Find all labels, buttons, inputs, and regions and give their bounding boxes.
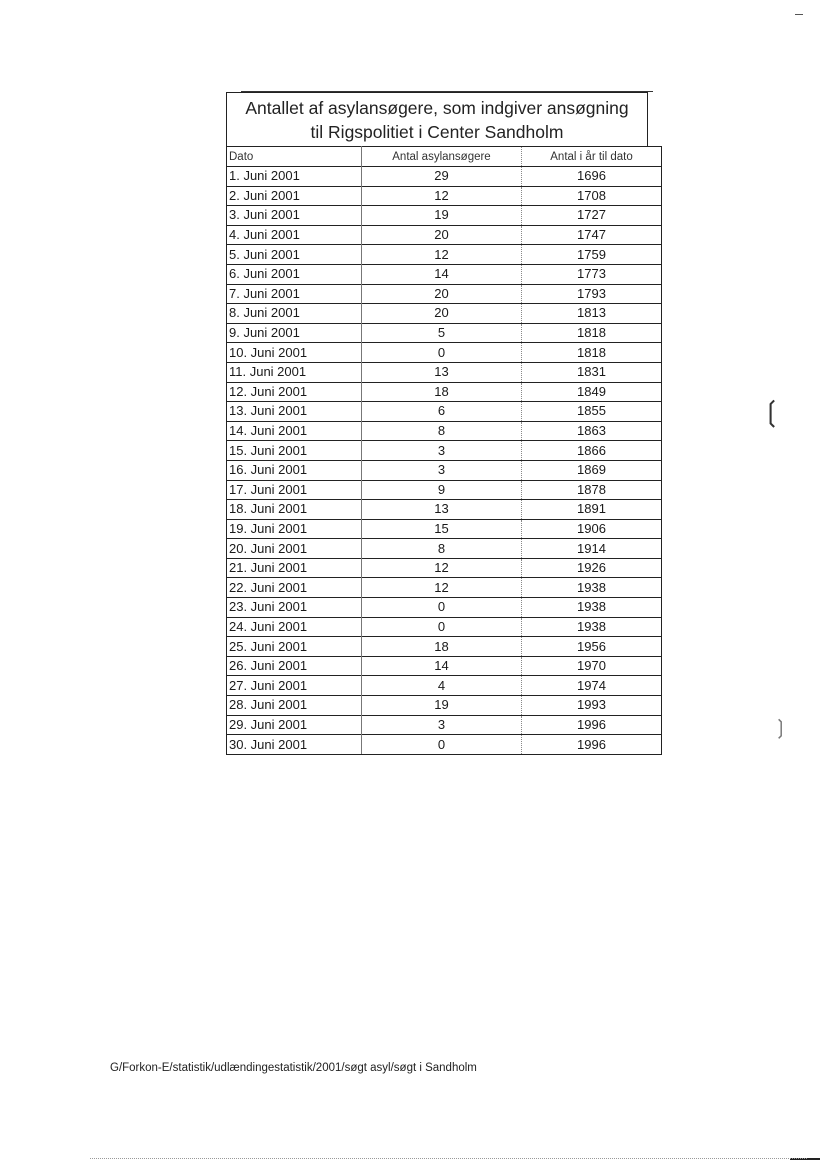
total-cell: 1813 bbox=[522, 304, 662, 324]
count-cell: 0 bbox=[362, 735, 522, 755]
table-row bbox=[227, 539, 662, 559]
count-cell: 6 bbox=[362, 402, 522, 422]
table-row bbox=[227, 264, 662, 284]
count-cell: 20 bbox=[362, 284, 522, 304]
total-cell: 1793 bbox=[522, 284, 662, 304]
total-cell: 1996 bbox=[522, 735, 662, 755]
count-cell: 12 bbox=[362, 558, 522, 578]
table-row bbox=[227, 696, 662, 716]
table-row bbox=[227, 578, 662, 598]
column-header-total: Antal i år til dato bbox=[522, 147, 662, 167]
count-cell: 19 bbox=[362, 206, 522, 226]
date-cell: 12. Juni 2001 bbox=[227, 382, 362, 402]
asylum-statistics-table bbox=[226, 146, 662, 755]
count-cell: 8 bbox=[362, 539, 522, 559]
date-cell: 16. Juni 2001 bbox=[227, 460, 362, 480]
total-cell: 1818 bbox=[522, 343, 662, 363]
table-row bbox=[227, 656, 662, 676]
table-row bbox=[227, 186, 662, 206]
count-cell: 14 bbox=[362, 656, 522, 676]
table-row bbox=[227, 460, 662, 480]
scan-artifact-mark: ❲ bbox=[760, 396, 784, 427]
table-header-row bbox=[227, 147, 662, 167]
date-cell: 19. Juni 2001 bbox=[227, 519, 362, 539]
date-cell: 5. Juni 2001 bbox=[227, 245, 362, 265]
table-row bbox=[227, 558, 662, 578]
total-cell: 1696 bbox=[522, 167, 662, 187]
total-cell: 1914 bbox=[522, 539, 662, 559]
scan-artifact-mark: ❳ bbox=[772, 717, 789, 739]
date-cell: 28. Juni 2001 bbox=[227, 696, 362, 716]
total-cell: 1869 bbox=[522, 460, 662, 480]
count-cell: 12 bbox=[362, 578, 522, 598]
date-cell: 11. Juni 2001 bbox=[227, 362, 362, 382]
date-cell: 1. Juni 2001 bbox=[227, 167, 362, 187]
count-cell: 3 bbox=[362, 441, 522, 461]
date-cell: 25. Juni 2001 bbox=[227, 637, 362, 657]
table-row bbox=[227, 225, 662, 245]
table-row bbox=[227, 676, 662, 696]
total-cell: 1863 bbox=[522, 421, 662, 441]
table-row bbox=[227, 421, 662, 441]
total-cell: 1727 bbox=[522, 206, 662, 226]
count-cell: 4 bbox=[362, 676, 522, 696]
total-cell: 1926 bbox=[522, 558, 662, 578]
date-cell: 9. Juni 2001 bbox=[227, 323, 362, 343]
date-cell: 29. Juni 2001 bbox=[227, 715, 362, 735]
table-row bbox=[227, 323, 662, 343]
total-cell: 1773 bbox=[522, 264, 662, 284]
date-cell: 8. Juni 2001 bbox=[227, 304, 362, 324]
count-cell: 20 bbox=[362, 304, 522, 324]
total-cell: 1878 bbox=[522, 480, 662, 500]
date-cell: 15. Juni 2001 bbox=[227, 441, 362, 461]
table-row bbox=[227, 284, 662, 304]
total-cell: 1906 bbox=[522, 519, 662, 539]
date-cell: 27. Juni 2001 bbox=[227, 676, 362, 696]
total-cell: 1855 bbox=[522, 402, 662, 422]
date-cell: 22. Juni 2001 bbox=[227, 578, 362, 598]
total-cell: 1759 bbox=[522, 245, 662, 265]
total-cell: 1938 bbox=[522, 578, 662, 598]
count-cell: 12 bbox=[362, 186, 522, 206]
count-cell: 20 bbox=[362, 225, 522, 245]
total-cell: 1891 bbox=[522, 500, 662, 520]
date-cell: 10. Juni 2001 bbox=[227, 343, 362, 363]
total-cell: 1938 bbox=[522, 617, 662, 637]
table-row bbox=[227, 500, 662, 520]
table-row bbox=[227, 343, 662, 363]
date-cell: 7. Juni 2001 bbox=[227, 284, 362, 304]
title-line-1: Antallet af asylansøgere, som indgiver ansøgning bbox=[245, 98, 629, 118]
count-cell: 5 bbox=[362, 323, 522, 343]
count-cell: 13 bbox=[362, 500, 522, 520]
table-row bbox=[227, 715, 662, 735]
count-cell: 0 bbox=[362, 343, 522, 363]
total-cell: 1938 bbox=[522, 598, 662, 618]
date-cell: 17. Juni 2001 bbox=[227, 480, 362, 500]
date-cell: 6. Juni 2001 bbox=[227, 264, 362, 284]
table-row bbox=[227, 598, 662, 618]
count-cell: 14 bbox=[362, 264, 522, 284]
table-row bbox=[227, 382, 662, 402]
total-cell: 1747 bbox=[522, 225, 662, 245]
total-cell: 1849 bbox=[522, 382, 662, 402]
table-row bbox=[227, 441, 662, 461]
date-cell: 2. Juni 2001 bbox=[227, 186, 362, 206]
total-cell: 1970 bbox=[522, 656, 662, 676]
count-cell: 15 bbox=[362, 519, 522, 539]
count-cell: 3 bbox=[362, 460, 522, 480]
count-cell: 18 bbox=[362, 637, 522, 657]
date-cell: 23. Juni 2001 bbox=[227, 598, 362, 618]
table-row bbox=[227, 617, 662, 637]
date-cell: 3. Juni 2001 bbox=[227, 206, 362, 226]
table-row bbox=[227, 402, 662, 422]
count-cell: 13 bbox=[362, 362, 522, 382]
table-row bbox=[227, 480, 662, 500]
date-cell: 18. Juni 2001 bbox=[227, 500, 362, 520]
table-row bbox=[227, 519, 662, 539]
date-cell: 20. Juni 2001 bbox=[227, 539, 362, 559]
date-cell: 21. Juni 2001 bbox=[227, 558, 362, 578]
table-title bbox=[226, 92, 648, 146]
file-path-footer: G/Forkon-E/statistik/udlændingestatistik/2001/søgt asyl/søgt i Sandholm bbox=[110, 1062, 477, 1074]
total-cell: 1866 bbox=[522, 441, 662, 461]
count-cell: 0 bbox=[362, 617, 522, 637]
total-cell: 1974 bbox=[522, 676, 662, 696]
date-cell: 30. Juni 2001 bbox=[227, 735, 362, 755]
date-cell: 4. Juni 2001 bbox=[227, 225, 362, 245]
count-cell: 8 bbox=[362, 421, 522, 441]
asylum-table-container bbox=[226, 92, 648, 755]
total-cell: 1708 bbox=[522, 186, 662, 206]
count-cell: 18 bbox=[362, 382, 522, 402]
date-cell: 14. Juni 2001 bbox=[227, 421, 362, 441]
count-cell: 0 bbox=[362, 598, 522, 618]
table-row bbox=[227, 637, 662, 657]
date-cell: 13. Juni 2001 bbox=[227, 402, 362, 422]
count-cell: 29 bbox=[362, 167, 522, 187]
count-cell: 12 bbox=[362, 245, 522, 265]
date-cell: 24. Juni 2001 bbox=[227, 617, 362, 637]
total-cell: 1993 bbox=[522, 696, 662, 716]
count-cell: 9 bbox=[362, 480, 522, 500]
table-row bbox=[227, 304, 662, 324]
table-row bbox=[227, 735, 662, 755]
total-cell: 1956 bbox=[522, 637, 662, 657]
table-row bbox=[227, 362, 662, 382]
count-cell: 3 bbox=[362, 715, 522, 735]
scan-artifact-dash bbox=[795, 14, 803, 15]
title-line-2: til Rigspolitiet i Center Sandholm bbox=[310, 122, 564, 142]
scan-artifact-line bbox=[90, 1158, 807, 1159]
table-row bbox=[227, 245, 662, 265]
column-header-count: Antal asylansøgere bbox=[362, 147, 522, 167]
count-cell: 19 bbox=[362, 696, 522, 716]
date-cell: 26. Juni 2001 bbox=[227, 656, 362, 676]
column-header-date: Dato bbox=[227, 147, 362, 167]
total-cell: 1818 bbox=[522, 323, 662, 343]
table-row bbox=[227, 167, 662, 187]
total-cell: 1996 bbox=[522, 715, 662, 735]
total-cell: 1831 bbox=[522, 362, 662, 382]
table-row bbox=[227, 206, 662, 226]
